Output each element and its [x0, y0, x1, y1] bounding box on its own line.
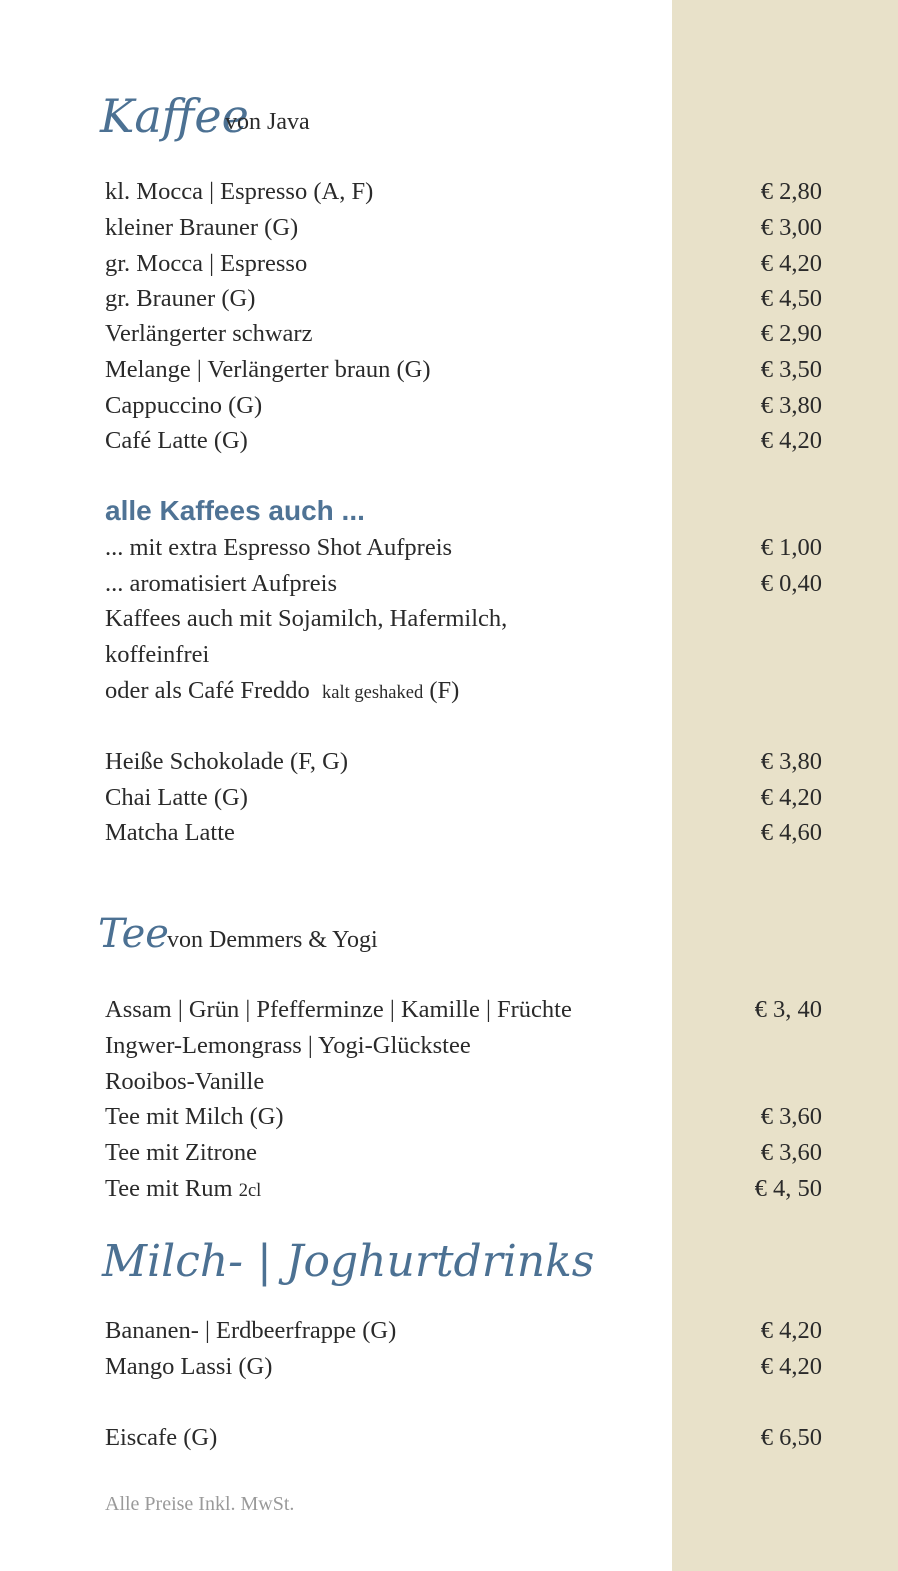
item-price: € 3,60	[760, 1139, 822, 1166]
item-name: Ingwer-Lemongrass | Yogi-Glückstee	[105, 1032, 471, 1059]
menu-item	[105, 992, 822, 1028]
tee-subtitle: von Demmers & Yogi	[167, 927, 378, 953]
item-price: € 2,90	[760, 320, 822, 347]
item-name: Matcha Latte	[105, 819, 235, 846]
menu-item	[105, 1313, 822, 1349]
menu-item	[105, 174, 822, 210]
item-price: € 3,80	[760, 392, 822, 419]
menu-note	[105, 673, 822, 709]
menu-item	[105, 1420, 822, 1456]
menu-item	[105, 1135, 822, 1171]
extras-heading: alle Kaffees auch ...	[105, 495, 365, 526]
item-price: € 3,50	[760, 356, 822, 383]
menu-item	[105, 566, 822, 602]
menu-item	[105, 281, 822, 317]
menu-item	[105, 1099, 822, 1135]
note-suffix: (F)	[429, 677, 460, 704]
item-price: € 3,60	[760, 1103, 822, 1130]
menu-note	[105, 1028, 822, 1064]
item-price: € 4,20	[760, 1317, 822, 1344]
menu-item	[105, 815, 822, 851]
item-price: € 4,60	[760, 819, 822, 846]
menu-item	[105, 530, 822, 566]
menu-item	[105, 744, 822, 780]
item-name: Rooibos-Vanille	[105, 1068, 265, 1095]
item-name: Melange | Verlängerter braun (G)	[105, 356, 431, 383]
item-name: Café Latte (G)	[105, 427, 248, 454]
item-name: ... aromatisiert Aufpreis	[105, 570, 338, 597]
milch-heading: Milch- | Joghurtdrinks	[102, 1236, 595, 1287]
item-small: 2cl	[238, 1181, 262, 1201]
item-name: gr. Brauner (G)	[105, 285, 256, 312]
item-name: kleiner Brauner (G)	[105, 214, 299, 241]
tee-heading: Tee	[98, 911, 169, 957]
note-text: Kaffees auch mit Sojamilch, Hafermilch,	[105, 605, 508, 632]
menu-item	[105, 780, 822, 816]
item-name: Chai Latte (G)	[105, 784, 248, 811]
note-text	[105, 673, 459, 711]
item-price: € 3,00	[760, 214, 822, 241]
item-price: € 6,50	[760, 1424, 822, 1451]
item-name: Tee mit Zitrone	[105, 1139, 258, 1166]
item-name: Tee mit Milch (G)	[105, 1103, 284, 1130]
menu-item	[105, 210, 822, 246]
menu-item	[105, 246, 822, 282]
tax-footnote: Alle Preise Inkl. MwSt.	[105, 1493, 295, 1515]
item-name: kl. Mocca | Espresso (A, F)	[105, 178, 374, 205]
item-main: Tee mit Rum	[105, 1175, 233, 1202]
item-price: € 4,20	[760, 427, 822, 454]
item-price: € 4, 50	[754, 1175, 822, 1202]
menu-note	[105, 601, 822, 637]
item-price: € 3,80	[760, 748, 822, 775]
menu-item	[105, 1349, 822, 1385]
item-name: gr. Mocca | Espresso	[105, 250, 308, 277]
kaffee-subtitle: von Java	[225, 109, 310, 135]
item-name: Heiße Schokolade (F, G)	[105, 748, 348, 775]
menu-note	[105, 637, 822, 673]
item-name	[105, 1171, 261, 1209]
menu-item	[105, 388, 822, 424]
item-name: Bananen- | Erdbeerfrappe (G)	[105, 1317, 397, 1344]
note-text: koffeinfrei	[105, 641, 210, 668]
note-main: oder als Café Freddo	[105, 677, 310, 704]
item-price: € 0,40	[760, 570, 822, 597]
menu-note	[105, 1064, 822, 1100]
item-price: € 2,80	[760, 178, 822, 205]
item-price: € 4,20	[760, 250, 822, 277]
menu-item	[105, 423, 822, 459]
item-name: Assam | Grün | Pfefferminze | Kamille | Früchte	[105, 996, 572, 1023]
menu-item	[105, 1171, 822, 1207]
item-name: Mango Lassi (G)	[105, 1353, 273, 1380]
item-price: € 4,20	[760, 784, 822, 811]
item-name: Cappuccino (G)	[105, 392, 263, 419]
item-price: € 1,00	[760, 534, 822, 561]
note-small: kalt geshaked	[322, 683, 424, 703]
menu-item	[105, 352, 822, 388]
menu-item	[105, 316, 822, 352]
item-name: Verlängerter schwarz	[105, 320, 313, 347]
kaffee-heading: Kaffee	[100, 89, 249, 143]
item-name: Eiscafe (G)	[105, 1424, 218, 1451]
item-price: € 4,20	[760, 1353, 822, 1380]
item-price: € 4,50	[760, 285, 822, 312]
item-price: € 3, 40	[754, 996, 822, 1023]
item-name: ... mit extra Espresso Shot Aufpreis	[105, 534, 453, 561]
